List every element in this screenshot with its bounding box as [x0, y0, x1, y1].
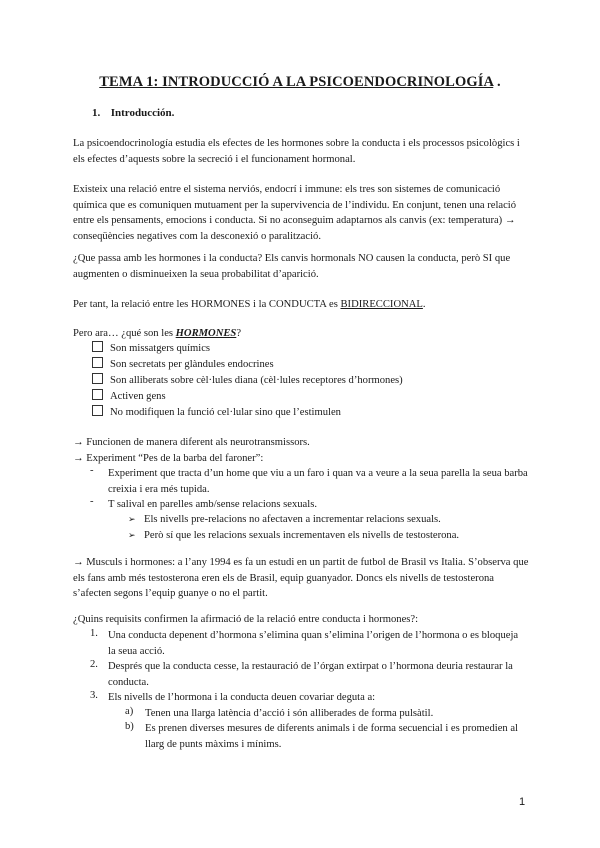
checklist-item: Son alliberats sobre cèl·lules diana (cèl·lules receptores d’hormones)	[92, 373, 403, 388]
paragraph-football-study: → Musculs i hormones: a l’any 1994 es fa un estudi en un partit de futbol de Brasil vs Italia. S’observa que els fans amb més testosterona eren els de Brasil, equip guanyador. Doncs els nivells de testosterona s’afecten segons l’equip guanye o no el partit.	[73, 557, 529, 599]
checkbox-icon[interactable]	[92, 389, 103, 400]
section-heading	[92, 107, 174, 119]
bidirectional-lead: Per tant, la relació entre les HORMONES i la CONDUCTA es	[73, 299, 341, 310]
dash-item: T salival en parelles amb/sense relacions sexuals.	[108, 499, 317, 510]
dash-bullet: -	[90, 465, 94, 476]
checklist-item: No modifiquen la funció cel·lular sino que l’estimulen	[92, 405, 341, 420]
dash-item: Experiment que tracta d’un home que viu a un faro i quan va a veure a la seua parella la seua barba creixia i era més tupida.	[108, 468, 528, 495]
checkbox-icon[interactable]	[92, 405, 103, 416]
checklist-item: Activen gens	[92, 389, 166, 404]
arrow-note-neurotransmitters: → Funcionen de manera diferent als neurotransmissors.	[73, 437, 310, 448]
ordered-item: Els nivells de l’hormona i la conducta deuen covariar deguta a:	[108, 692, 376, 703]
title-suffix: .	[496, 74, 501, 90]
question-hormones	[73, 326, 533, 342]
arrow-note-experiment: → Experiment “Pes de la barba del faroner”:	[73, 453, 264, 464]
title-text: TEMA 1: INTRODUCCIÓ A LA PSICOENDOCRINOLOGÍA	[99, 74, 494, 90]
section-number: 1.	[92, 107, 101, 119]
checkbox-icon[interactable]	[92, 341, 103, 352]
checkbox-icon[interactable]	[92, 357, 103, 368]
lettered-item: Tenen una llarga latència d’acció i són alliberades de forma pulsàtil.	[145, 708, 434, 719]
bidirectional-end: .	[422, 299, 426, 310]
section-title: Introducción.	[110, 107, 175, 119]
paragraph-bidirectional	[73, 297, 533, 313]
checklist-item: Son secretats per glàndules endocrines	[92, 357, 274, 372]
dash-bullet: -	[90, 496, 94, 507]
list-letter: a)	[125, 706, 134, 717]
list-number: 1.	[90, 628, 98, 639]
paragraph-intro: La psicoendocrinología estudia els efectes de les hormones sobre la conducta i els processos psicològics i els efectes d’aquests sobre la secreció i el funcionament hormonal.	[73, 138, 520, 165]
question-lead: Pero ara… ¿qué son les	[73, 328, 176, 339]
question-requirements: ¿Quins requisits confirmen la afirmació de la relació entre conducta i hormones?:	[73, 614, 419, 625]
list-number: 3.	[90, 690, 98, 701]
paragraph-systems: Existeix una relació entre el sistema nerviós, endocrí i immune: els tres son sistemes de comunicació química que es comuniquen mutuament per la supervivencia de l’individu. En conjunt, tenen una relació entre els pensaments, emocions i conducta. Si no aconseguim adaptarnos als canvis (ex: temperatura) → conseqüències negatives com la desconexió o paralització.	[73, 184, 517, 242]
list-number: 2.	[90, 659, 98, 670]
list-letter: b)	[125, 721, 134, 732]
sub-item: ➢ Però sí que les relacions sexuals incrementaven els nivells de testosterona.	[128, 528, 528, 544]
page-number: 1	[519, 796, 526, 808]
arrowhead-icon: ➢	[128, 530, 136, 540]
page-title	[0, 74, 600, 91]
ordered-item: Una conducta depenent d’hormona s’elimina quan s’elimina l’origen de l’hormona o es bloqueja la seua acció.	[108, 630, 519, 657]
bidirectional-emphasis: BIDIRECCIONAL	[340, 299, 423, 310]
question-end: ?	[236, 328, 242, 339]
lettered-item: Es prenen diverses mesures de diferents animals i de forma secuencial i es promedien al llarg de punts màxims i mínims.	[145, 723, 519, 750]
question-emphasis: HORMONES	[175, 328, 237, 339]
checkbox-icon[interactable]	[92, 373, 103, 384]
ordered-item: Després que la conducta cesse, la restauració de l’órgan extirpat o l’hormona deuria restaurar la conducta.	[108, 661, 513, 688]
sub-item: ➢ Els nivells pre-relacions no afectaven a incrementar relacions sexuals.	[128, 512, 528, 528]
paragraph-hormones-conduct: ¿Que passa amb les hormones i la conducta? Els canvis hormonals NO causen la conducta, però SI que augmenten o disminueixen la seua probabilitat d’aparició.	[73, 253, 511, 280]
checklist-item: Son missatgers químics	[92, 341, 210, 356]
arrowhead-icon: ➢	[128, 514, 136, 524]
